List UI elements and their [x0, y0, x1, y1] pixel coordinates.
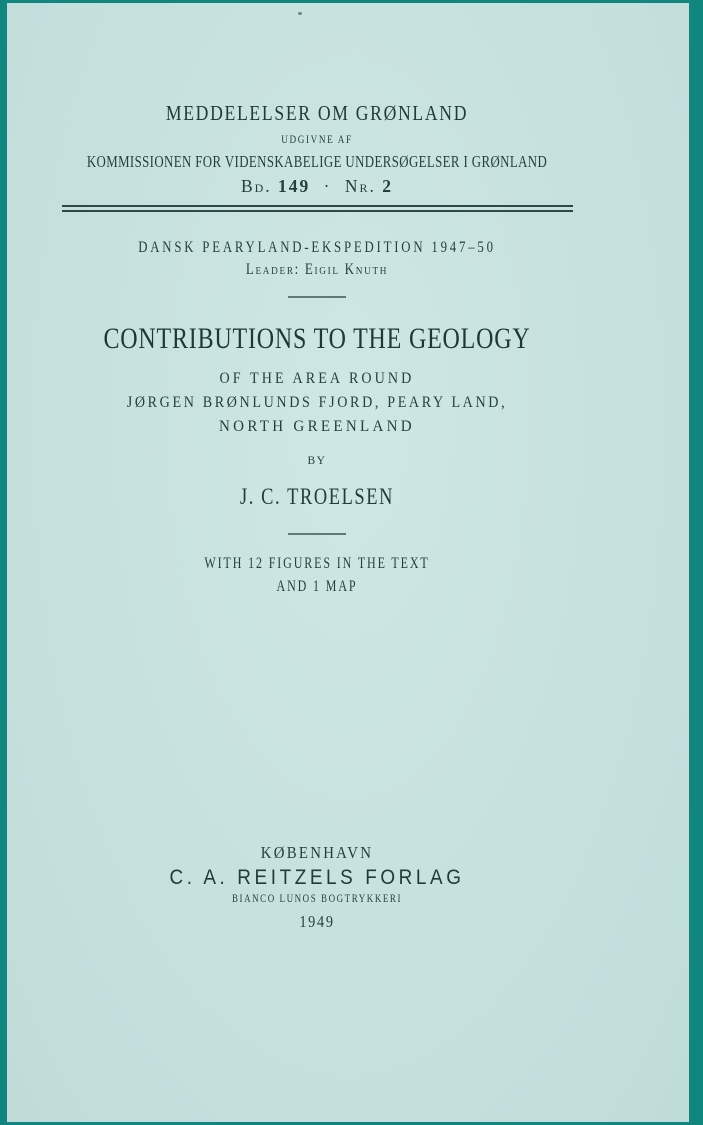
volume-number: 149	[278, 176, 311, 196]
subtitle-line-3: NORTH GREENLAND	[219, 418, 415, 435]
expedition-name: DANSK PEARYLAND-EKSPEDITION 1947–50	[138, 239, 496, 256]
subtitle-line-1: OF THE AREA ROUND	[219, 370, 415, 387]
series-title: MEDDELELSER OM GRØNLAND	[165, 101, 469, 125]
publication-year: 1949	[299, 912, 335, 931]
volume-prefix: Bd.	[240, 176, 272, 196]
book-title: CONTRIBUTIONS TO THE GEOLOGY	[103, 322, 531, 355]
author-name: J. C. TROELSEN	[240, 484, 394, 509]
volume-issue-separator: ·	[323, 176, 332, 196]
figures-note-line-2: AND 1 MAP	[276, 578, 358, 595]
issue-prefix: Nr.	[344, 176, 376, 196]
short-divider-rule-top	[288, 296, 346, 298]
volume-issue	[7, 176, 627, 196]
double-rule	[62, 205, 573, 212]
title-page-content	[7, 0, 627, 1125]
expedition-leader: Leader: Eigil Knuth	[245, 261, 389, 278]
published-by-label: UDGIVNE AF	[281, 134, 353, 146]
subtitle-line-2: JØRGEN BRØNLUNDS FJORD, PEARY LAND,	[126, 394, 508, 411]
short-divider-rule-bottom	[288, 533, 346, 535]
figures-note-line-1: WITH 12 FIGURES IN THE TEXT	[204, 555, 430, 572]
imprint-city: KØBENHAVN	[260, 843, 374, 862]
commission-name: KOMMISSIONEN FOR VIDENSKABELIGE UNDERSØGELSER I GRØNLAND	[86, 152, 548, 171]
by-label: BY	[307, 455, 327, 467]
publisher-name: C. A. REITZELS FORLAG	[169, 866, 465, 889]
issue-number: 2	[382, 176, 394, 196]
printer-name: BIANCO LUNOS BOGTRYKKERI	[231, 893, 402, 905]
